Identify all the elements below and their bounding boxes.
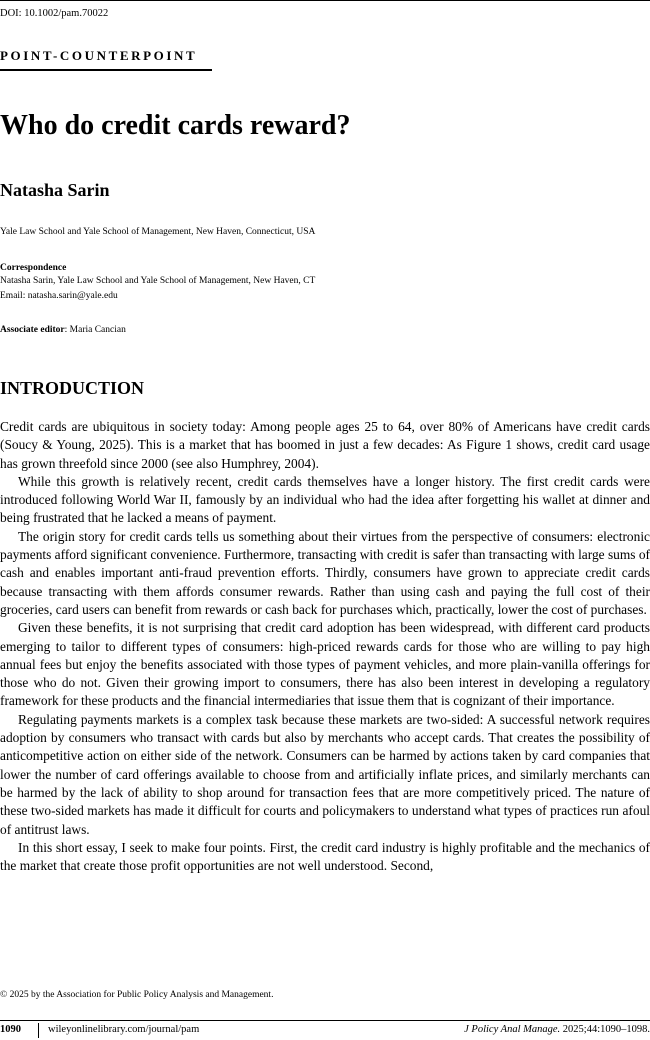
section-heading-introduction: INTRODUCTION [0,378,145,398]
paragraph: Given these benefits, it is not surprising that credit card adoption has been widespread, with different card products emerging to tailor to different types of consumers: high-priced rewards cards for those who are willing to pay high annual fees but enjoy the benefits associated with those types of payment vehicles, and more plain-vanilla offerings for those who do not. Given their growing import to consumers, there has also been interest in developing a regulatory framework for these products and the financial intermediaries that issue them that is cognizant of their importance. [0,620,650,709]
correspondence-heading: Correspondence [0,263,67,273]
paragraph: In this short essay, I seek to make four points. First, the credit card industry is highly profitable and the mechanics of the market that create those profit opportunities are not well understood. Second, [0,839,650,874]
page-number: 1090 [0,1024,21,1035]
body-text [0,418,650,875]
paragraph: The origin story for credit cards tells us something about their virtues from the perspective of consumers: electronic payments afford significant convenience. Furthermore, transacting with credit is safer than transacting with large sums of cash and enables important anti-fraud prevention efforts. Thirdly, consumers have grown to appreciate credit cards because transacting with them affords consumer rewards. Rather than using cash and paying the full cost of their groceries, card users can benefit from rewards or cash back for purchases which, practically, lower the cost of purchases. [0,528,650,617]
associate-editor [0,325,126,335]
paragraph: Credit cards are ubiquitous in society today: Among people ages 25 to 64, over 80% of Americans have credit cards (Soucy & Young, 2025). This is a market that has boomed in just a few decades: As Figure 1 shows, credit card usage has grown threefold since 2000 (see also Humphrey, 2004). [0,419,650,471]
section-underline [0,69,212,71]
author-name: Natasha Sarin [0,180,110,200]
copyright-notice: © 2025 by the Association for Public Policy Analysis and Management. [0,990,274,1000]
citation-details: 2025;44:1090–1098. [560,1024,650,1035]
correspondence-address: Natasha Sarin, Yale Law School and Yale School of Management, New Haven, CT [0,276,316,286]
footer-rule [0,1020,650,1021]
associate-editor-name: : Maria Cancian [64,325,126,335]
doi[interactable]: DOI: 10.1002/pam.70022 [0,8,109,19]
author-affiliation: Yale Law School and Yale School of Management, New Haven, Connecticut, USA [0,227,316,237]
journal-citation [464,1024,650,1035]
paragraph: Regulating payments markets is a complex task because these markets are two-sided: A successful network requires adoption by consumers who transact with cards but also by merchants who accept cards. That creates the possibility of anticompetitive action on either side of the network. Consumers can be harmed by actions taken by card companies that lower the number of card offerings available to choose from and artificially inflate prices, and similarly merchants can be harmed by the lack of ability to shop around for transaction fees that are more competitively priced. The nature of these two-sided markets has made it difficult for courts and policymakers to understand what types of practices run afoul of antitrust laws. [0,711,650,837]
associate-editor-label: Associate editor [0,325,65,335]
article-title: Who do credit cards reward? [0,110,351,141]
section-label: POINT-COUNTERPOINT [0,48,198,63]
journal-url-link[interactable]: wileyonlinelibrary.com/journal/pam [48,1024,200,1035]
journal-abbreviation: J Policy Anal Manage. [464,1024,561,1035]
paragraph: While this growth is relatively recent, credit cards themselves have a longer history. The first credit cards were introduced following World War II, famously by an individual who had the idea after forgetting his wallet at dinner and being frustrated that he lacked a means of payment. [0,473,650,526]
correspondence-email[interactable]: Email: natasha.sarin@yale.edu [0,291,118,301]
footer-separator [38,1023,39,1038]
top-rule [0,0,650,1]
